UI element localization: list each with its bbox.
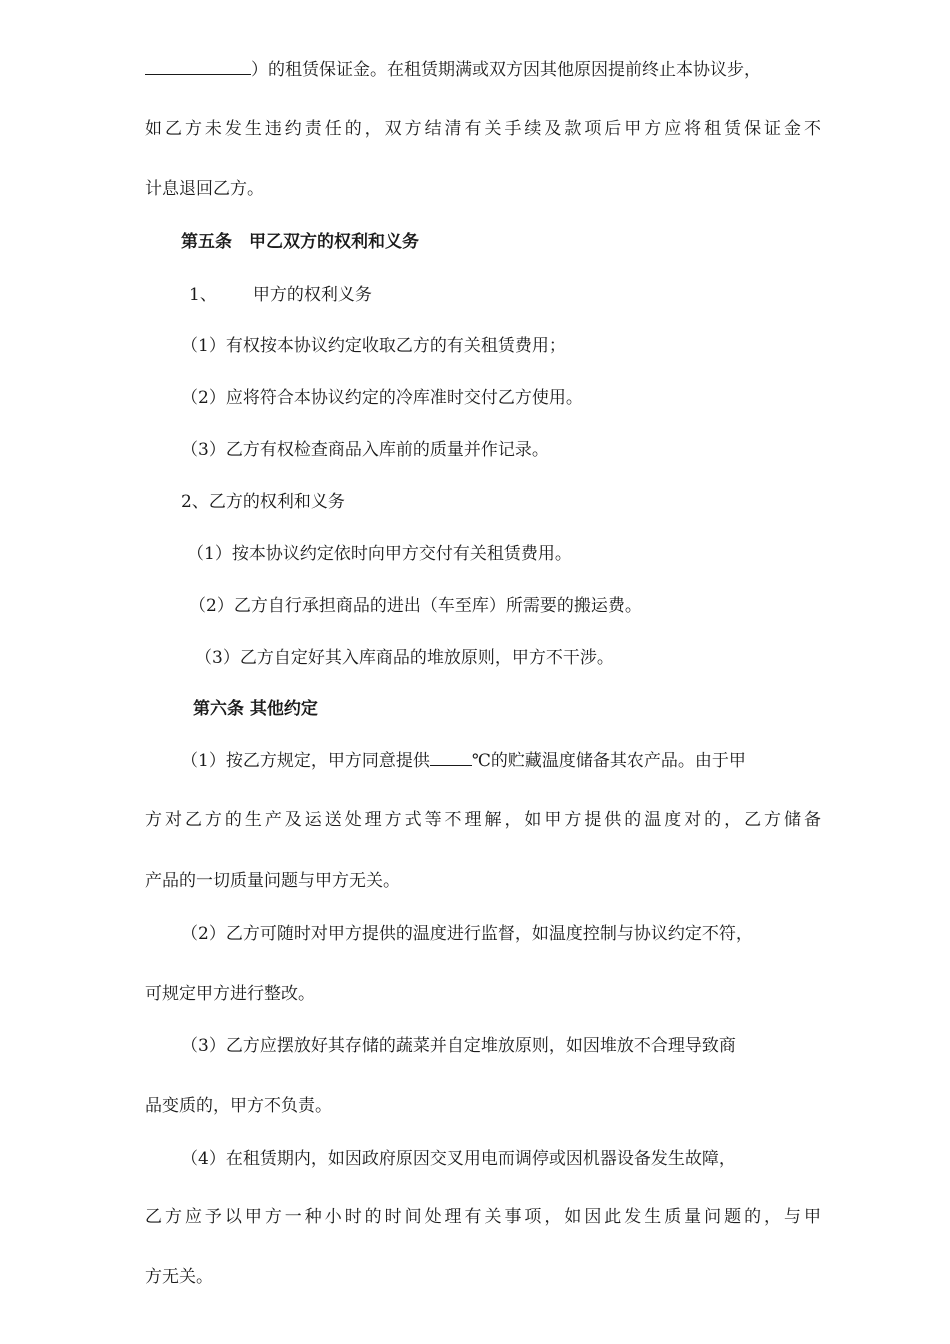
article-6-item-4-line-1: （4）在租赁期内，如因政府原因交叉用电而调停或因机器设备发生故障， — [181, 1149, 736, 1169]
article-5-section-1-item-3: （3）乙方有权检查商品入库前的质量并作记录。 — [181, 440, 549, 460]
blank-field-temperature — [430, 748, 472, 766]
article-5-section-2-heading: 2、乙方的权利和义务 — [181, 492, 345, 512]
paragraph-deposit-line-2: 如乙方未发生违约责任的，双方结清有关手续及款项后甲方应将租赁保证金不 — [145, 119, 821, 139]
article-5-heading: 第五条 甲乙双方的权利和义务 — [181, 232, 419, 252]
paragraph-deposit-line-3: 计息退回乙方。 — [145, 179, 264, 199]
article-6-heading: 第六条 其他约定 — [193, 699, 318, 719]
section-number: 1、 — [189, 285, 217, 305]
article-6-item-1-line-3: 产品的一切质量问题与甲方无关。 — [145, 871, 400, 891]
article-6-item-4-line-2: 乙方应予以甲方一种小时的时间处理有关事项，如因此发生质量问题的，与甲 — [145, 1207, 821, 1227]
blank-field-deposit — [145, 57, 251, 75]
item-1-text-a: （1）按乙方规定，甲方同意提供 — [181, 751, 430, 771]
article-6-item-3-line-1: （3）乙方应摆放好其存储的蔬菜并自定堆放原则，如因堆放不合理导致商 — [181, 1036, 736, 1056]
article-5-section-1-item-1: （1）有权按本协议约定收取乙方的有关租赁费用； — [181, 336, 566, 356]
article-6-item-3-line-2: 品变质的，甲方不负责。 — [145, 1096, 332, 1116]
article-5-section-2-item-2: （2）乙方自行承担商品的进出（车至库）所需要的搬运费。 — [189, 596, 642, 616]
item-1-text-b: ℃的贮藏温度储备其农产品。由于甲 — [471, 751, 746, 771]
article-5-section-2-item-1: （1）按本协议约定依时向甲方交付有关租赁费用。 — [187, 544, 572, 564]
article-6-item-1-line-2: 方对乙方的生产及运送处理方式等不理解，如甲方提供的温度对的，乙方储备 — [145, 810, 821, 830]
article-5-section-1-heading — [189, 283, 372, 307]
article-6-item-2-line-2: 可规定甲方进行整改。 — [145, 984, 315, 1004]
article-6-item-4-line-3: 方无关。 — [145, 1267, 213, 1287]
article-6-item-2-line-1: （2）乙方可随时对甲方提供的温度进行监督，如温度控制与协议约定不符， — [181, 924, 753, 944]
section-title: 甲方的权利义务 — [252, 285, 372, 305]
paragraph-deposit-line-1 — [145, 57, 761, 82]
article-5-section-1-item-2: （2）应将符合本协议约定的冷库准时交付乙方使用。 — [181, 388, 583, 408]
deposit-text-tail: ）的租赁保证金。在租赁期满或双方因其他原因提前终止本协议步， — [251, 60, 761, 80]
article-6-item-1-line-1 — [181, 748, 746, 773]
article-5-section-2-item-3: （3）乙方自定好其入库商品的堆放原则，甲方不干涉。 — [195, 648, 614, 668]
